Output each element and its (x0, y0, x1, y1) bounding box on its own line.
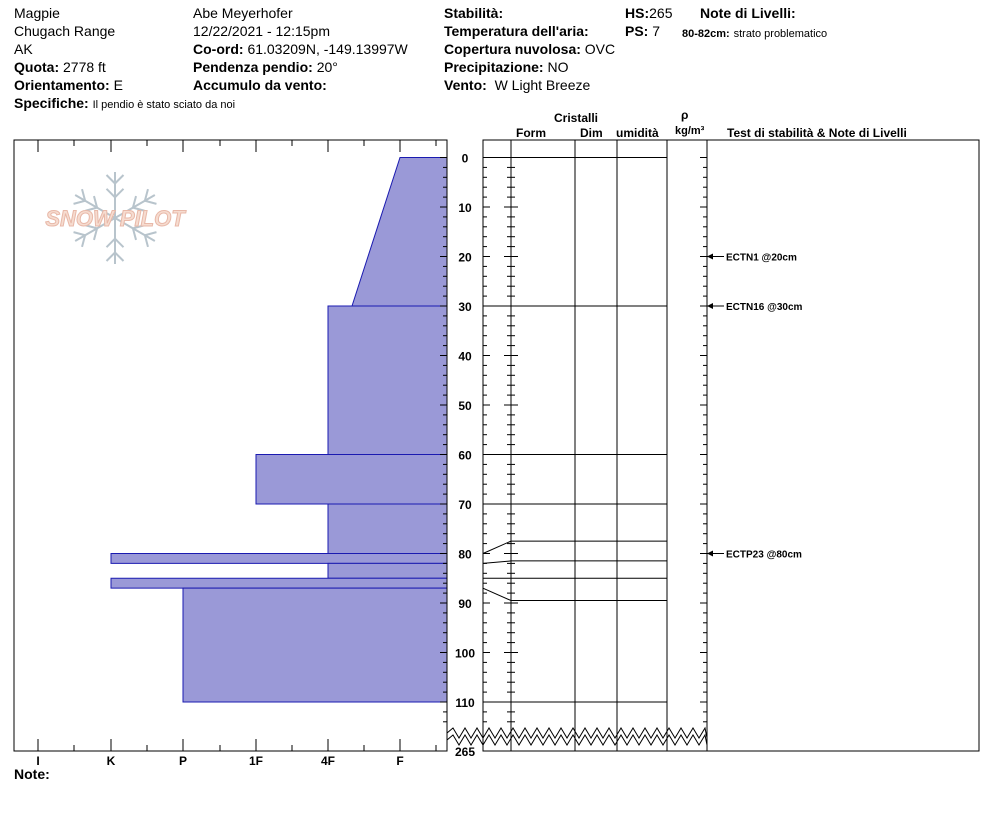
depth-label: 30 (458, 300, 472, 314)
layer-connector (483, 588, 511, 600)
snowflake-branch (74, 232, 86, 235)
layer-notes-heading: Note di Livelli: (700, 5, 796, 21)
snow-height: HS:265 (625, 5, 673, 21)
air-temperature: Temperatura dell'aria: (444, 23, 589, 39)
location: Magpie (14, 5, 60, 21)
snowflake-branch (115, 253, 123, 261)
depth-bottom-label: 265 (454, 745, 476, 759)
hardness-layer (352, 158, 447, 307)
hardness-layer (328, 306, 447, 455)
snowflake-branch (107, 253, 115, 261)
layer-connector (483, 541, 511, 553)
precipitation: Precipitazione: NO (444, 59, 569, 75)
depth-label: 100 (454, 646, 476, 661)
layer-note: 80-82cm: strato problematico (682, 28, 828, 40)
snowpilot-logo-text: SNOW PILOT (45, 206, 185, 231)
aspect: Orientamento: E (14, 77, 123, 93)
elevation: Quota: 2778 ft (14, 59, 106, 75)
layer-connector (483, 561, 511, 563)
hardness-label: 4F (320, 754, 336, 768)
stability-test-label: ECTN1 @20cm (726, 252, 797, 264)
stability: Stabilità: (444, 5, 504, 21)
depth-label: 10 (458, 201, 472, 215)
slope-angle: Pendenza pendio: 20° (193, 59, 338, 75)
wind: Vento: W Light Breeze (444, 77, 591, 93)
stability-test-arrow (707, 303, 713, 309)
stability-test-label: ECTP23 @80cm (726, 549, 802, 561)
density-unit-header: kg/m³ (675, 125, 705, 137)
depth-label: 80 (458, 547, 472, 562)
snowflake-branch (107, 189, 115, 197)
dim-header: Dim (580, 126, 603, 140)
depth-label: 0 (461, 151, 469, 166)
hardness-profile (111, 158, 447, 703)
hardness-layer (256, 455, 447, 505)
form-header: Form (516, 126, 546, 140)
snowflake-branch (145, 201, 157, 204)
crystals-header: Cristalli (554, 111, 599, 125)
snowflake-branch (107, 175, 115, 183)
wind-loading: Accumulo da vento: (193, 77, 327, 93)
hardness-layer (111, 554, 447, 564)
stability-notes-header: Test di stabilità & Note di Livelli (727, 126, 907, 140)
snowflake-branch (115, 239, 123, 247)
rho-header: ρ (681, 108, 689, 122)
specifics: Specifiche: Il pendio è stato sciato da noi (14, 95, 236, 111)
depth-label: 60 (458, 448, 472, 463)
hardness-label: 1F (248, 754, 264, 768)
hardness-layer (111, 578, 447, 588)
chart-frames (14, 140, 979, 751)
depth-label: 110 (455, 696, 475, 710)
observer: Abe Meyerhofer (193, 5, 293, 21)
note-label: Note: (14, 766, 50, 782)
depth-label: 70 (458, 498, 472, 512)
stability-tests (707, 253, 803, 561)
snowflake-branch (145, 232, 157, 235)
depth-label: 50 (458, 399, 472, 413)
crystal-panel-frame (483, 140, 979, 751)
stability-test-arrow (707, 551, 713, 557)
hardness-label: I (36, 754, 40, 768)
state: AK (14, 41, 33, 57)
depth-label: 40 (458, 349, 472, 364)
depth-label: 90 (458, 597, 472, 611)
hardness-layer (183, 588, 447, 702)
depth-break-line (447, 735, 707, 745)
mountain-range: Chugach Range (14, 23, 116, 39)
snowflake-branch (115, 175, 123, 183)
hardness-layer (328, 563, 447, 578)
stability-test-arrow (707, 254, 713, 260)
moisture-header: umidità (616, 126, 659, 140)
coordinates: Co-ord: 61.03209N, -149.13997W (193, 41, 408, 57)
depth-label: 20 (458, 250, 472, 265)
snowflake-branch (74, 201, 86, 204)
hardness-layer (328, 504, 447, 554)
snowflake-branch (115, 189, 123, 197)
stability-test-label: ECTN16 @30cm (726, 302, 803, 313)
hardness-label: K (106, 754, 116, 768)
hardness-label: F (396, 754, 404, 768)
snowpilot-logo (45, 172, 186, 264)
penetration: PS: 7 (625, 23, 661, 39)
cloud-cover: Copertura nuvolosa: OVC (444, 41, 616, 57)
snowflake-branch (107, 239, 115, 247)
datetime: 12/22/2021 - 12:15pm (193, 23, 330, 39)
hardness-label: P (178, 754, 188, 768)
